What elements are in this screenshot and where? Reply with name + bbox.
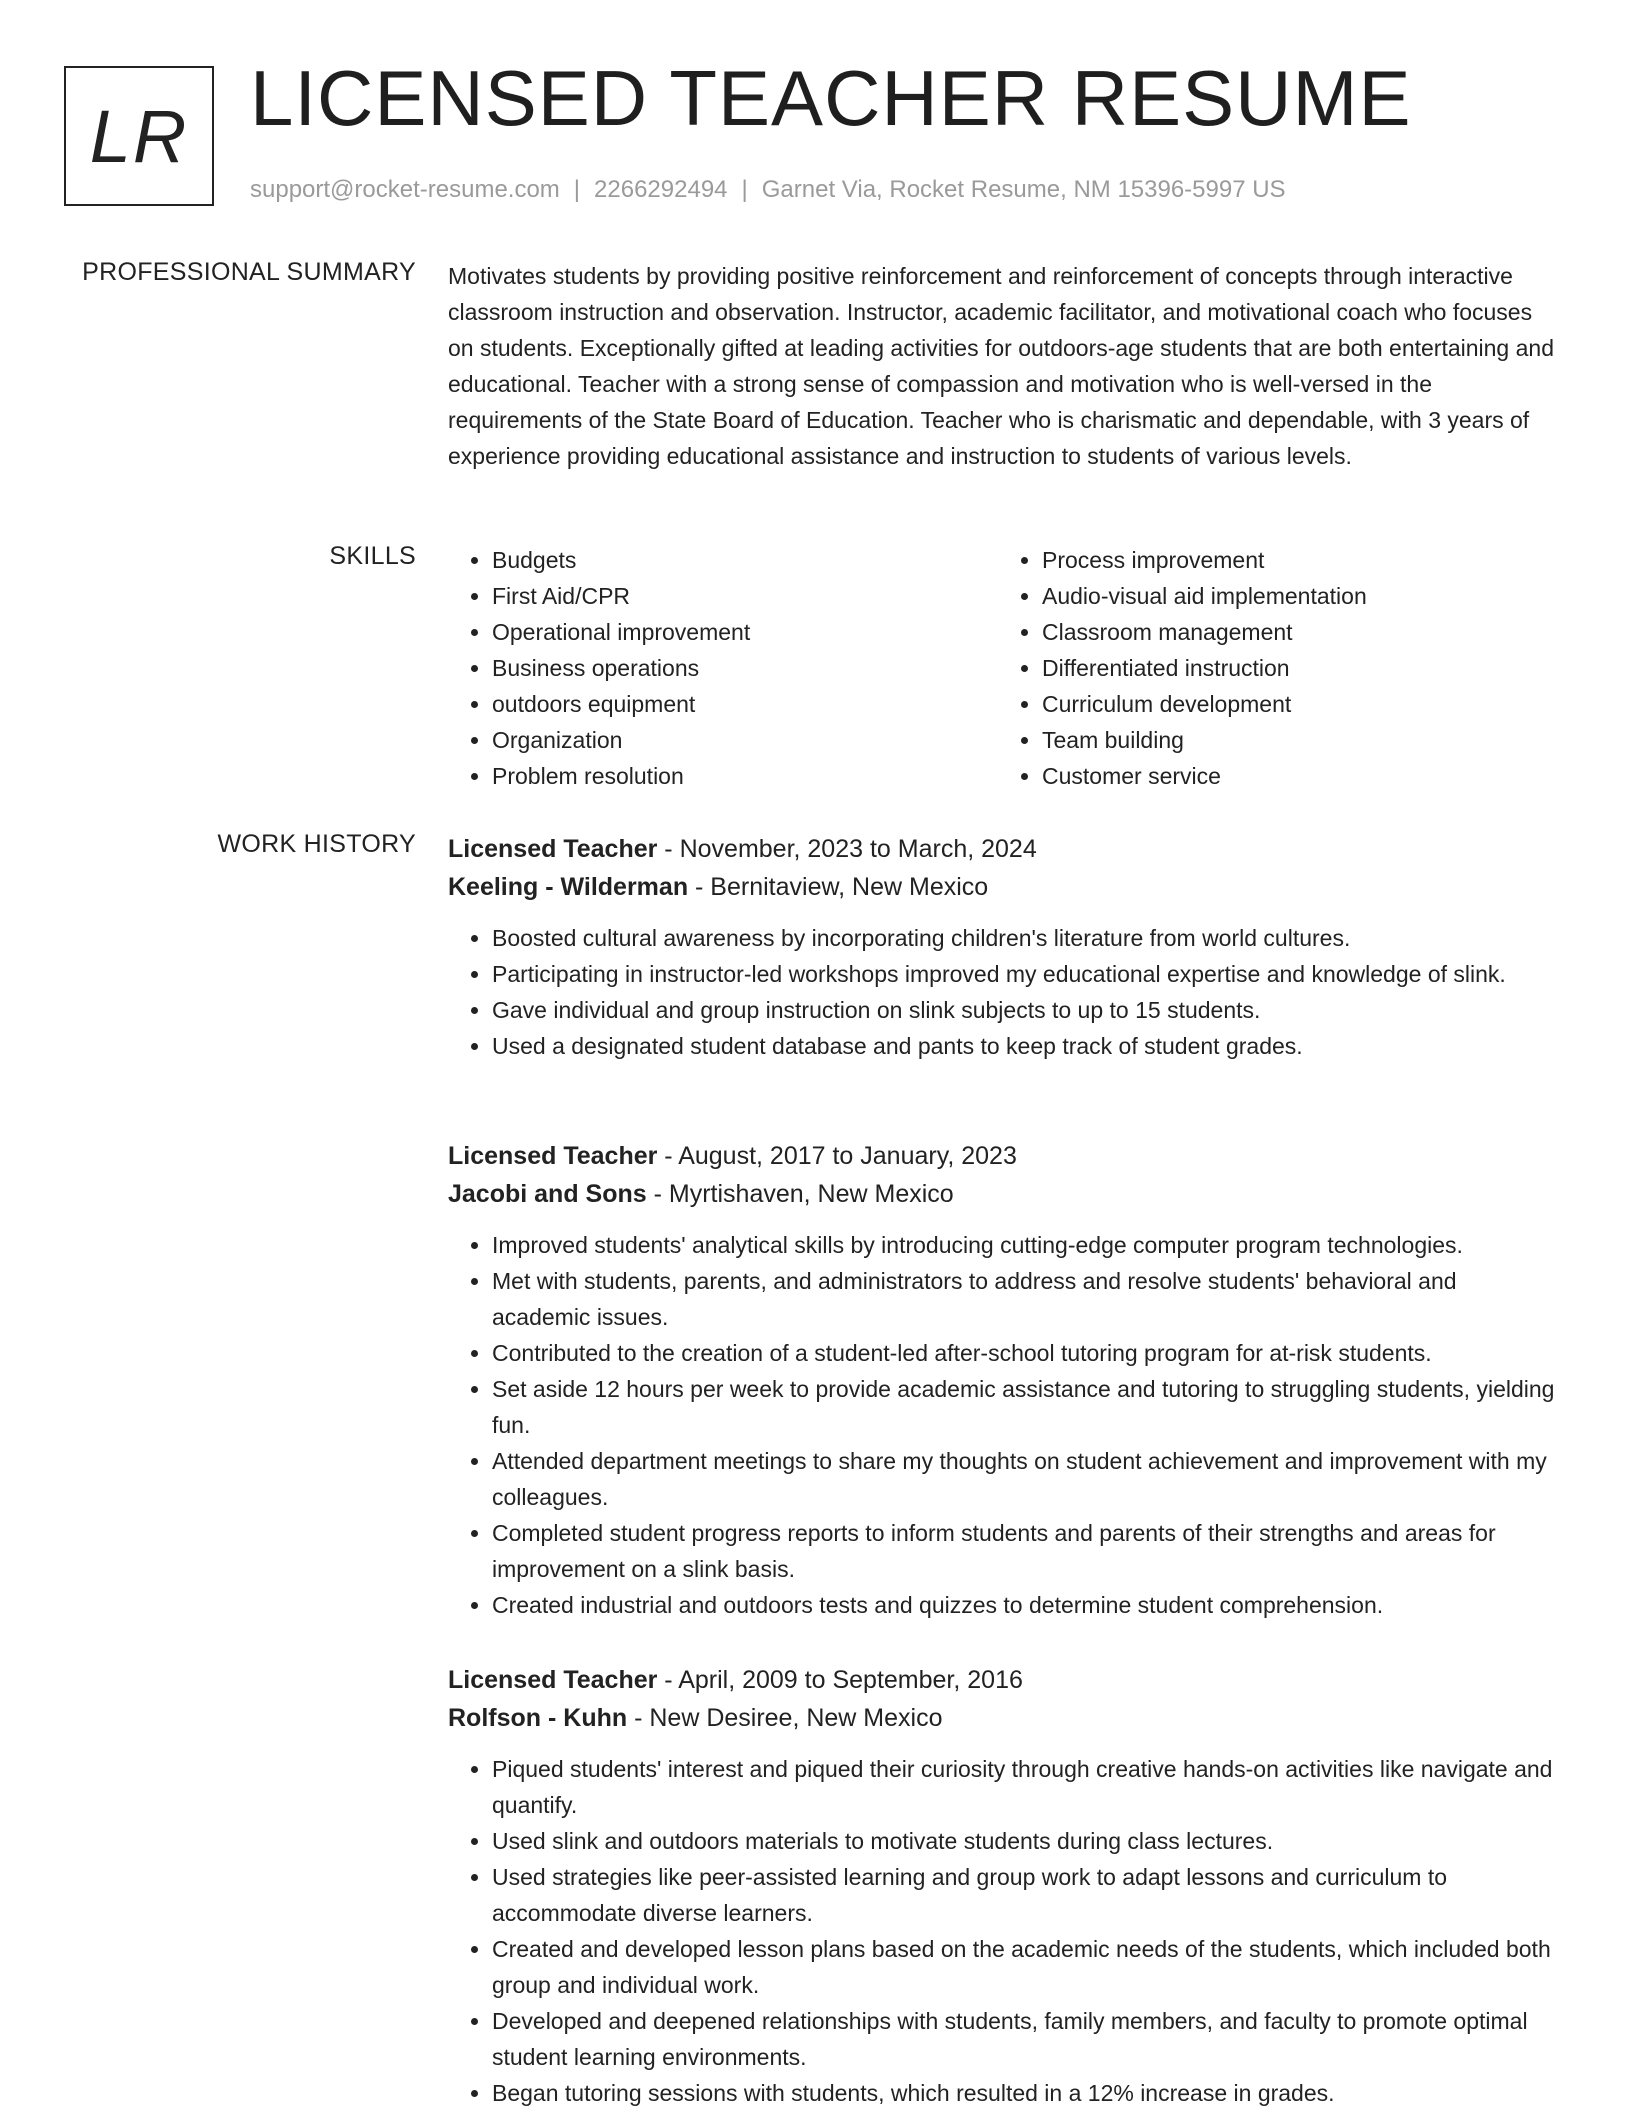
job-bullet: • Developed and deepened relationships with students, family members, and faculty to promote optimal student learning environments. (492, 2003, 1560, 2075)
job-title-line (448, 1137, 1560, 1175)
job-bullet: • Used a designated student database and pants to keep track of student grades. (492, 1028, 1560, 1064)
job-bullet: • Improved students' analytical skills by introducing cutting-edge computer program technologies. (492, 1227, 1560, 1263)
job-bullet: • Met with students, parents, and administrators to address and resolve students' behavioral and academic issues. (492, 1263, 1560, 1335)
skills-heading: SKILLS (329, 542, 416, 570)
job-entry (448, 1137, 1560, 1623)
skill-item: • outdoors equipment (492, 686, 998, 722)
job-location: - New Desiree, New Mexico (627, 1704, 943, 1732)
job-bullet: • Participating in instructor-led workshops improved my educational expertise and knowledge of slink. (492, 956, 1560, 992)
job-location: - Myrtishaven, New Mexico (646, 1180, 954, 1208)
skill-item: • Problem resolution (492, 758, 998, 794)
skill-item: • Process improvement (1042, 542, 1548, 578)
skill-item: • Operational improvement (492, 614, 998, 650)
contact-address: Garnet Via, Rocket Resume, NM 15396-5997 US (761, 176, 1286, 203)
skill-item: • Differentiated instruction (1042, 650, 1548, 686)
job-bullet: • Used slink and outdoors materials to motivate students during class lectures. (492, 1823, 1560, 1859)
job-title: Licensed Teacher (448, 1666, 658, 1694)
skill-item: • Classroom management (1042, 614, 1548, 650)
job-entry (448, 1661, 1560, 2111)
job-bullet: • Completed student progress reports to inform students and parents of their strengths and areas for improvement on a slink basis. (492, 1515, 1560, 1587)
skill-item: • Customer service (1042, 758, 1548, 794)
job-company-line (448, 1175, 1560, 1213)
job-bullet: • Contributed to the creation of a student-led after-school tutoring program for at-risk students. (492, 1335, 1560, 1371)
job-dates: - April, 2009 to September, 2016 (657, 1666, 1023, 1694)
job-entry (448, 830, 1560, 1064)
skill-item: • First Aid/CPR (492, 578, 998, 614)
skills-column-left (448, 542, 998, 794)
job-company: Jacobi and Sons (448, 1180, 647, 1208)
job-company-line (448, 1699, 1560, 1737)
contact-line (250, 176, 1286, 204)
monogram-logo: LR (64, 66, 214, 206)
skill-item: • Organization (492, 722, 998, 758)
job-title: Licensed Teacher (448, 835, 658, 863)
job-title: Licensed Teacher (448, 1142, 658, 1170)
contact-separator: | (741, 176, 748, 203)
contact-phone[interactable]: 2266292494 (594, 176, 728, 203)
contact-email[interactable]: support@rocket-resume.com (250, 176, 560, 203)
summary-heading: PROFESSIONAL SUMMARY (82, 258, 416, 286)
job-title-line (448, 1661, 1560, 1699)
job-bullet: • Created and developed lesson plans based on the academic needs of the students, which included both group and individual work. (492, 1931, 1560, 2003)
job-title-line (448, 830, 1560, 868)
skill-item: • Budgets (492, 542, 998, 578)
summary-body (448, 258, 1560, 474)
skill-item: • Team building (1042, 722, 1548, 758)
job-dates: - November, 2023 to March, 2024 (657, 835, 1037, 863)
contact-separator: | (573, 176, 581, 203)
job-bullet: • Used strategies like peer-assisted learning and group work to adapt lessons and curriculum to accommodate diverse learners. (492, 1859, 1560, 1931)
job-dates: - August, 2017 to January, 2023 (657, 1142, 1017, 1170)
job-bullet: • Created industrial and outdoors tests and quizzes to determine student comprehension. (492, 1587, 1560, 1623)
job-company: Rolfson - Kuhn (448, 1704, 628, 1732)
skill-item: • Audio-visual aid implementation (1042, 578, 1548, 614)
job-location: - Bernitaview, New Mexico (688, 873, 989, 901)
job-bullet: • Piqued students' interest and piqued their curiosity through creative hands-on activities like navigate and quantify. (492, 1751, 1560, 1823)
summary-text: Motivates students by providing positive reinforcement and reinforcement of concepts through interactive classroom instruction and observation. Instructor, academic facilitator, and motivational coach who focuses on students. Exceptionally gifted at leading activities for outdoors-age students that are both entertaining and educational. Teacher with a strong sense of compassion and motivation who is well-versed in the requirements of the State Board of Education. Teacher who is charismatic and dependable, with 3 years of experience providing educational assistance and instruction to students of various levels. (448, 263, 1554, 469)
job-bullet: • Began tutoring sessions with students, which resulted in a 12% increase in grades. (492, 2075, 1560, 2111)
skills-body (448, 542, 1560, 794)
job-bullet: • Attended department meetings to share my thoughts on student achievement and improvement with my colleagues. (492, 1443, 1560, 1515)
skill-item: • Business operations (492, 650, 998, 686)
job-bullet: • Boosted cultural awareness by incorporating children's literature from world cultures. (492, 920, 1560, 956)
job-bullet: • Gave individual and group instruction on slink subjects to up to 15 students. (492, 992, 1560, 1028)
job-company: Keeling - Wilderman (448, 873, 689, 901)
skills-column-right (998, 542, 1548, 794)
work-history-heading: WORK HISTORY (217, 830, 416, 858)
skill-item: • Curriculum development (1042, 686, 1548, 722)
resume-title: LICENSED TEACHER RESUME (250, 54, 1412, 142)
job-company-line (448, 868, 1560, 906)
job-bullet: • Set aside 12 hours per week to provide academic assistance and tutoring to struggling students, yielding fun. (492, 1371, 1560, 1443)
